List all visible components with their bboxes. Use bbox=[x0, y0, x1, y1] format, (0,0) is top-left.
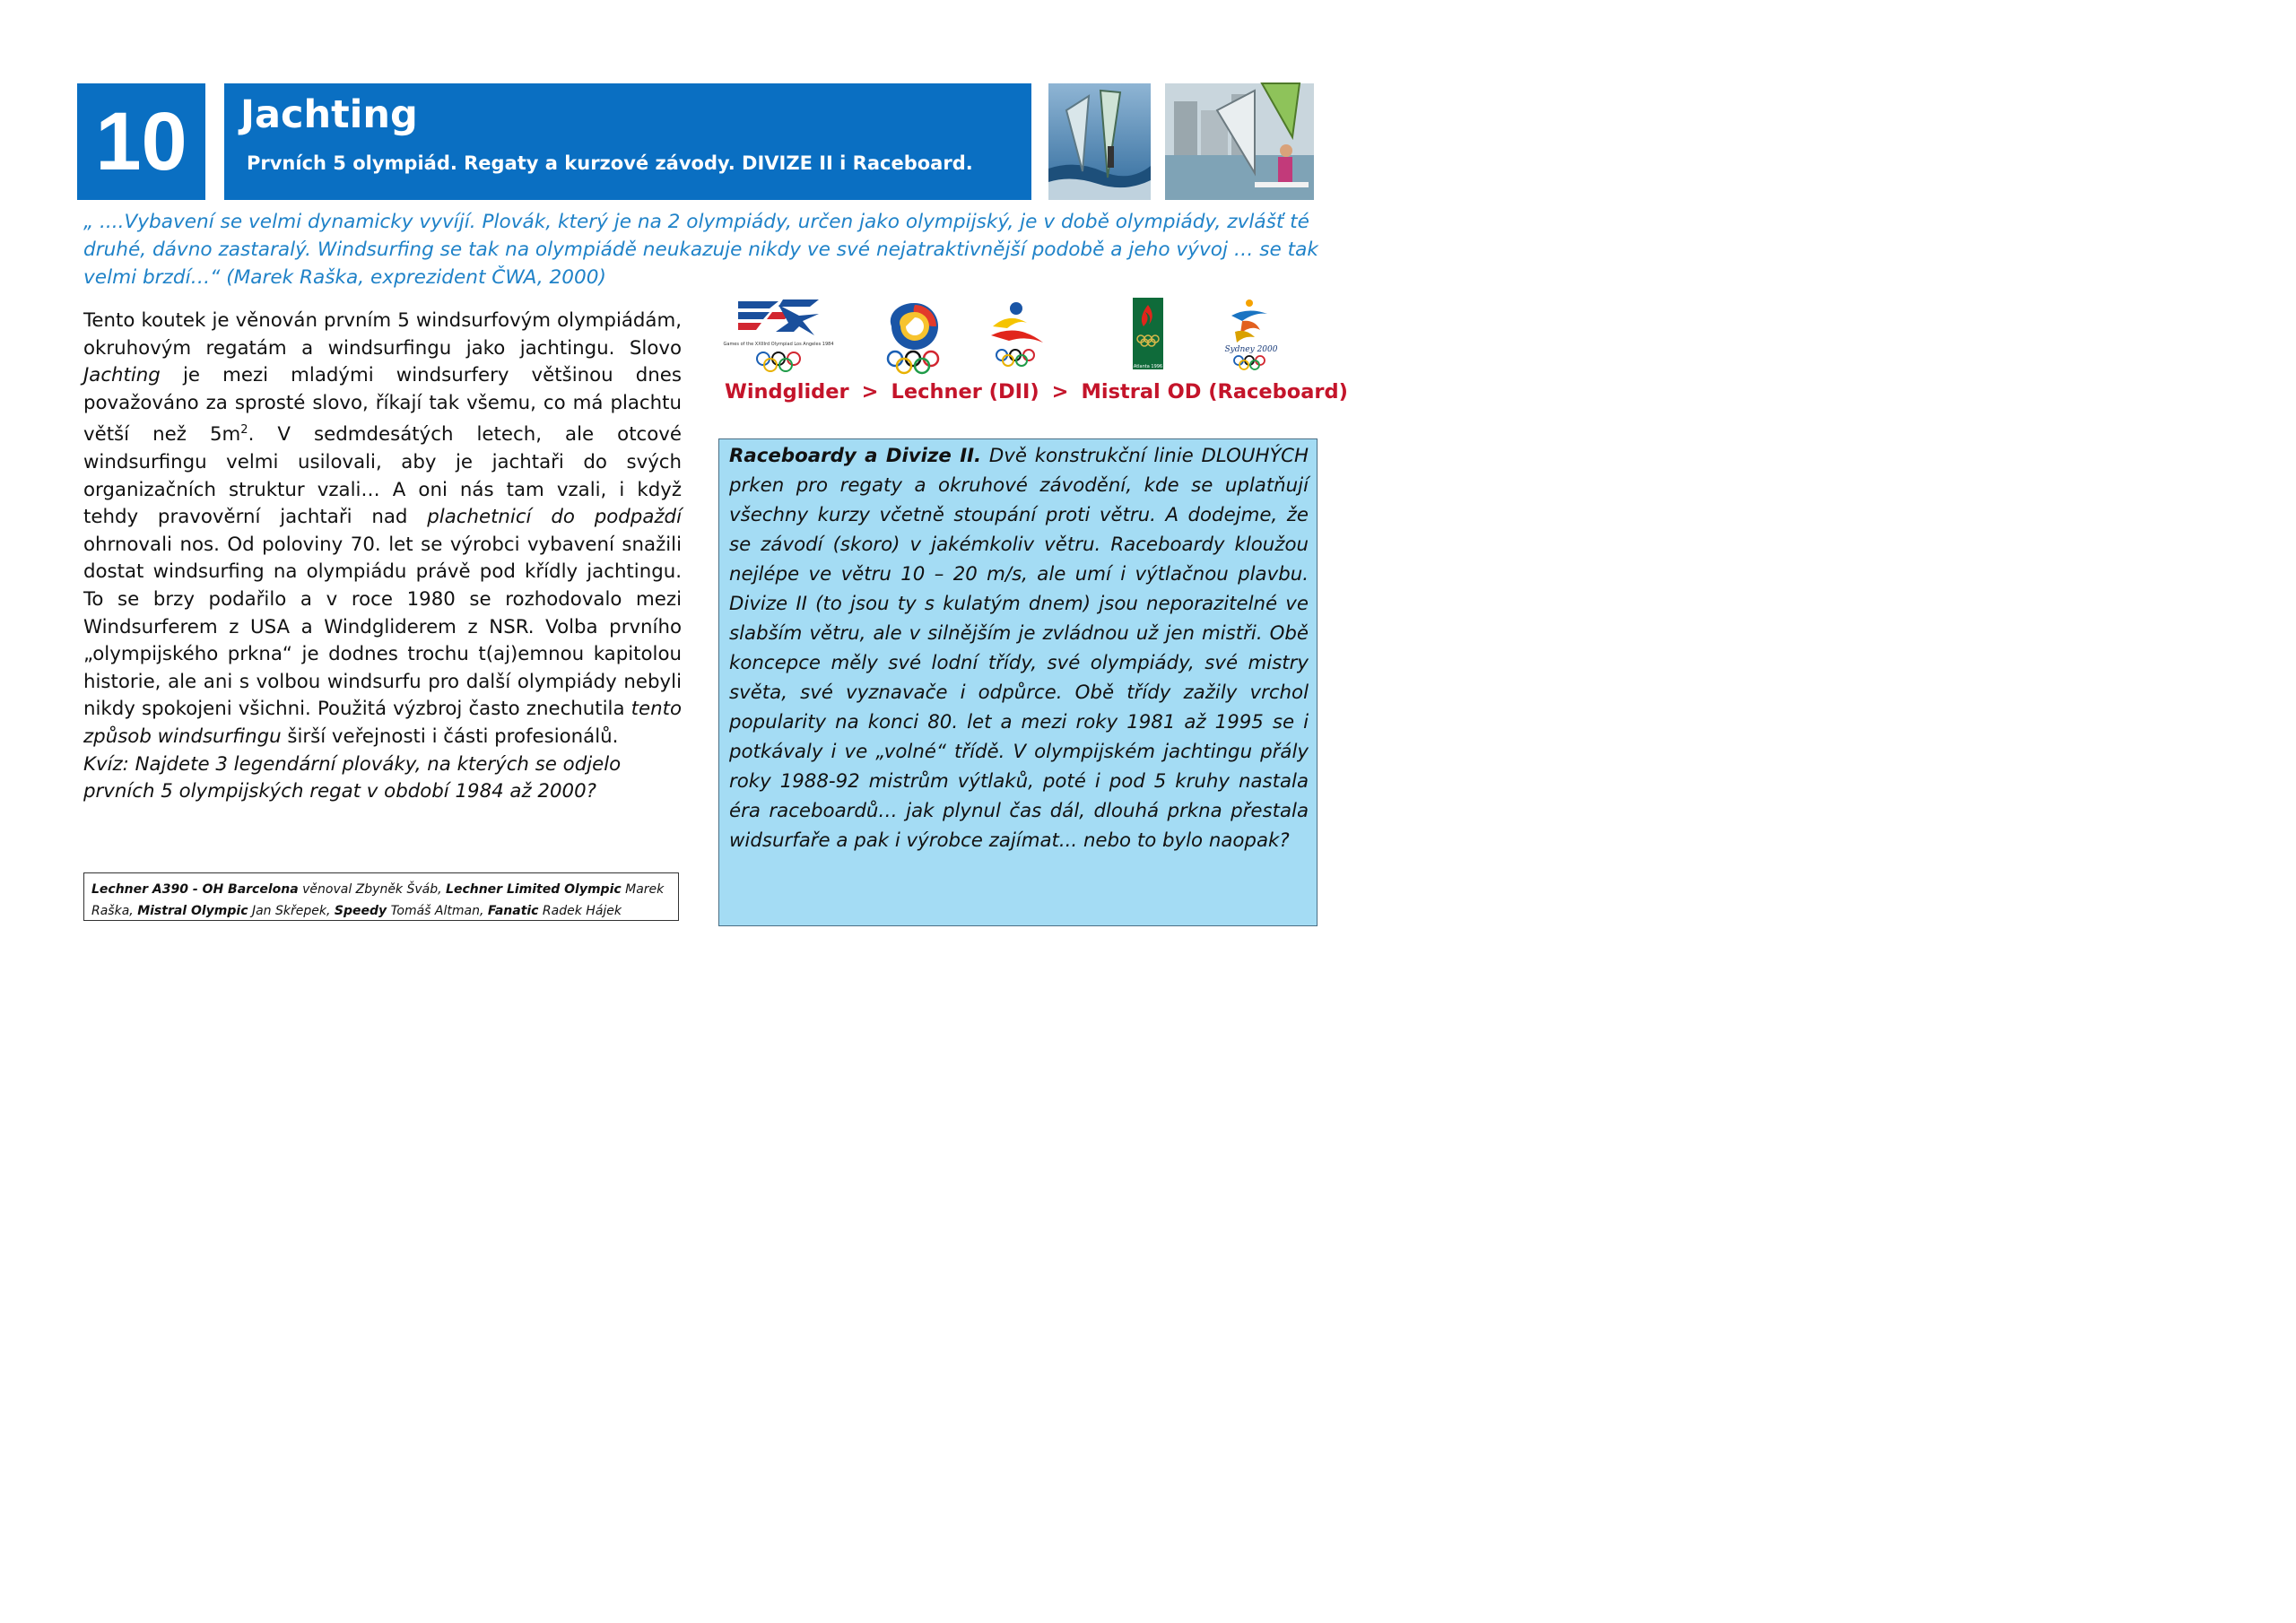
main-text-part1: Tento koutek je věnován prvním 5 windsurfovým olympiádám, okruhovým regatám a windsurfingu jako jachtingu. Slovo bbox=[83, 309, 682, 360]
credit-text-5: Radek Hájek bbox=[538, 904, 622, 918]
windsurf-photo-2 bbox=[1165, 83, 1314, 200]
credit-text-4: Tomáš Altman, bbox=[387, 904, 488, 918]
credit-text-3: Jan Skřepek, bbox=[248, 904, 335, 918]
lineage-separator: > bbox=[1051, 380, 1069, 404]
atlanta-caption: Atlanta 1996 bbox=[1133, 364, 1163, 369]
main-text-part4: ohrnovali nos. Od poloviny 70. let se výrobci vybavení snažili dostat windsurfing na olympiádu právě pod křídly jachtingu. To se brzy podařilo a v roce 1980 se rozhodovalo mezi Windsurferem z USA a Windgliderem z NSR. Volba prvního „olympijského prkna“ je dodnes trochu t(aj)emnou kapitolou historie, ale ani s volbou windsurfu pro další olympiády nebyli nikdy spokojeni všichni. Použitá výzbroj často znechutila bbox=[83, 533, 682, 721]
raceboard-info-lead: Raceboardy a Divize II. bbox=[729, 445, 982, 467]
credits-box bbox=[83, 872, 679, 921]
quiz-text: Kvíz: Najdete 3 legendární plováky, na kterých se odjelo prvních 5 olympijských regat v období 1984 až 2000? bbox=[83, 752, 622, 803]
credit-board-5: Fanatic bbox=[487, 904, 539, 918]
main-text-part2: je mezi mladými windsurfery většinou dnes považováno za sprosté slovo, říkají tak všemu, co má plachtu větší než 5m bbox=[83, 364, 682, 447]
seoul-1988-logo bbox=[879, 296, 951, 380]
lineage-separator: > bbox=[861, 380, 879, 404]
barcelona-1992-logo bbox=[982, 296, 1054, 377]
main-text-part5: širší veřejnosti i části profesionálů. bbox=[281, 725, 619, 748]
sydney-caption: Sydney 2000 bbox=[1224, 345, 1278, 354]
board-lineage bbox=[725, 380, 1348, 404]
credit-board-2: Lechner Limited Olympic bbox=[446, 882, 622, 897]
credit-board-4: Speedy bbox=[334, 904, 387, 918]
credit-text-1: věnoval Zbyněk Šváb, bbox=[298, 882, 447, 897]
intro-quote: „ ....Vybavení se velmi dynamicky vyvíjí. Plovák, který je na 2 olympiády, určen jako olympijský, je v době olympiády, zvlášť té druhé, dávno zastaralý. Windsurfing se tak na olympiádě neukazuje nikdy ve své nejatraktivnější podobě a jeho vývoj … se tak velmi brzdí…“ (Marek Raška, exprezident ČWA, 2000) bbox=[83, 211, 1318, 289]
lineage-item-lechner: Lechner (DII) bbox=[891, 380, 1039, 404]
los-angeles-1984-logo bbox=[723, 296, 834, 377]
raceboard-info-body: Dvě konstrukční linie DLOUHÝCH prken pro regaty a okruhové závodění, kde se uplatňují všechny kurzy včetně stoupání proti větru. A dodejme, že se závodí (skoro) v jakémkoliv větru. Raceboardy kloužou nejlépe ve větru 10 – 20 m/s, ale umí i výtlačnou plavbu. Divize II (to jsou ty s kulatým dnem) jsou neporazitelné ve slabším větru, ale v silnějším je zvládnou už jen mistři. Obě koncepce měly své lodní třídy, své olympiády, své mistry světa, své vyznavače i odpůrce. Obě třídy zažily vrchol popularity na konci 80. let a mezi roky 1981 až 1995 se i potkávaly i ve „volné“ třídě. V olympijském jachtingu přály roky 1988-92 mistrům výtlaků, poté i pod 5 kruhy nastala éra raceboardů… jak plynul čas dál, dlouhá prkna přestala widsurfaře a pak i výrobce zajímat... nebo to bylo naopak? bbox=[729, 445, 1309, 852]
lineage-item-mistral: Mistral OD (Raceboard) bbox=[1081, 380, 1348, 404]
credit-text-2: Marek Raška, bbox=[91, 882, 665, 918]
page-title: Jachting bbox=[240, 92, 418, 137]
atlanta-1996-logo bbox=[1126, 296, 1170, 378]
credit-board-1: Lechner A390 - OH Barcelona bbox=[91, 882, 299, 897]
main-text-part3: . V sedmdesátých letech, ale otcové windsurfingu velmi usilovali, aby je jachtaři do svých organizačních struktur vzali… A oni nás tam vzali, i když tehdy pravověrní jachtaři nad bbox=[83, 423, 683, 529]
chapter-number: 10 bbox=[77, 83, 205, 200]
windsurf-photo-1 bbox=[1048, 83, 1151, 200]
jachting-italic: Jachting bbox=[83, 364, 161, 387]
plachetnice-italic: plachetnicí do podpaždí bbox=[427, 506, 682, 529]
sydney-2000-logo bbox=[1215, 296, 1287, 378]
credit-board-3: Mistral Olympic bbox=[137, 904, 248, 918]
title-banner bbox=[224, 83, 1031, 200]
olympic-logos bbox=[722, 296, 1323, 377]
raceboard-info-text bbox=[729, 441, 1309, 855]
main-article bbox=[83, 308, 682, 806]
raceboard-info-box bbox=[718, 438, 1318, 926]
page-subtitle: Prvních 5 olympiád. Regaty a kurzové závody. DIVIZE II i Raceboard. bbox=[247, 152, 973, 174]
lineage-item-windglider: Windglider bbox=[725, 380, 849, 404]
la-caption: Games of the XXIIIrd Olympiad Los Angeles 1984 bbox=[723, 342, 834, 347]
square-meters-sup: 2 bbox=[240, 423, 248, 438]
zpusob-italic: tento způsob windsurfingu bbox=[83, 698, 682, 748]
